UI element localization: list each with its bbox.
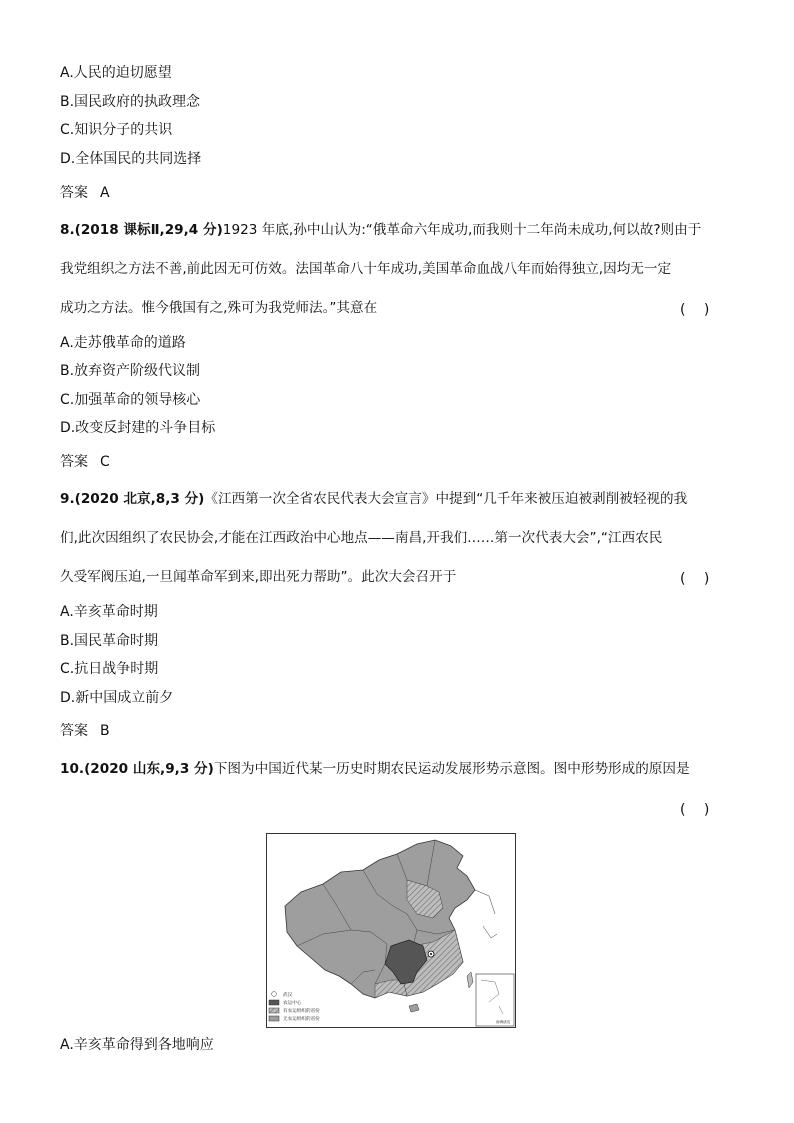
q7-option-c: C.知识分子的共识	[60, 122, 173, 138]
q10-answer-bracket: ( )	[680, 802, 710, 818]
answer-label: 答案	[60, 185, 88, 201]
q9-stem-line-3: 久受军阀压迫,一旦闻革命军到来,即出死力帮助”。此次大会召开于	[60, 569, 457, 585]
legend-label-unorganized: 无农运组织的省份	[283, 1017, 320, 1022]
answer-value: A	[100, 185, 110, 201]
q8-option-c: C.加强革命的领导核心	[60, 392, 201, 408]
map-svg	[267, 834, 515, 1027]
q10-source: 10.(2020 山东,9,3 分)	[60, 761, 214, 777]
q10-stem-line-1: 10.(2020 山东,9,3 分)下图为中国近代某一历史时期农民运动发展形势示意图。图中形势形成的原因是	[60, 761, 690, 777]
q10-option-a: A.辛亥革命得到各地响应	[60, 1037, 214, 1053]
q8-answer-bracket: ( )	[680, 302, 710, 318]
legend-label-wuhan: 武汉	[283, 993, 293, 998]
map-island-hainan	[409, 1004, 419, 1012]
q9-answer-bracket: ( )	[680, 571, 710, 587]
q8-stem-line-2: 我党组织之方法不善,前此因无可仿效。法国革命八十年成功,美国革命血战八年而始得独立,因均无一定	[60, 261, 672, 277]
q8-source: 8.(2018 课标Ⅱ,29,4 分)	[60, 222, 223, 238]
answer-value: B	[100, 723, 110, 739]
q8-option-d: D.改变反封建的斗争目标	[60, 420, 216, 436]
q8-option-b: B.放弃资产阶级代议制	[60, 363, 201, 379]
q7-option-b: B.国民政府的执政理念	[60, 94, 201, 110]
map-legend	[269, 992, 279, 1021]
q7-option-a: A.人民的迫切愿望	[60, 65, 172, 81]
q8-answer	[60, 453, 110, 471]
q9-stem-line-2: 们,此次因组织了农民协会,才能在江西政治中心地点——南昌,开我们……第一次代表大会”,“江西农民	[60, 530, 663, 546]
q9-option-b: B.国民革命时期	[60, 633, 159, 649]
q9-option-a: A.辛亥革命时期	[60, 604, 158, 620]
q9-option-c: C.抗日战争时期	[60, 661, 159, 677]
q7-answer	[60, 184, 110, 202]
map-island-taiwan	[467, 972, 473, 988]
inset-label: 南海诸岛	[496, 1020, 511, 1024]
legend-label-center: 农运中心	[283, 1001, 302, 1006]
q9-source: 9.(2020 北京,8,3 分)	[60, 491, 205, 507]
q9-stem-line-1: 9.(2020 北京,8,3 分)《江西第一次全省农民代表大会宣言》中提到“几千年来被压迫被剥削被轻视的我	[60, 491, 688, 507]
answer-label: 答案	[60, 723, 88, 739]
q9-answer	[60, 722, 110, 740]
q7-option-d: D.全体国民的共同选择	[60, 151, 202, 167]
answer-value: C	[100, 454, 110, 470]
legend-label-organized: 有农运组织的省份	[283, 1009, 320, 1014]
q9-option-d: D.新中国成立前夕	[60, 690, 174, 706]
q8-stem-line-1: 8.(2018 课标Ⅱ,29,4 分)1923 年底,孙中山认为:“俄革命六年成功,而我则十二年尚未成功,何以故?则由于	[60, 222, 702, 238]
q8-stem-line-3: 成功之方法。惟今俄国有之,殊可为我党师法。”其意在	[60, 300, 378, 316]
answer-label: 答案	[60, 454, 88, 470]
peasant-movement-map	[266, 833, 516, 1028]
q8-option-a: A.走苏俄革命的道路	[60, 335, 186, 351]
